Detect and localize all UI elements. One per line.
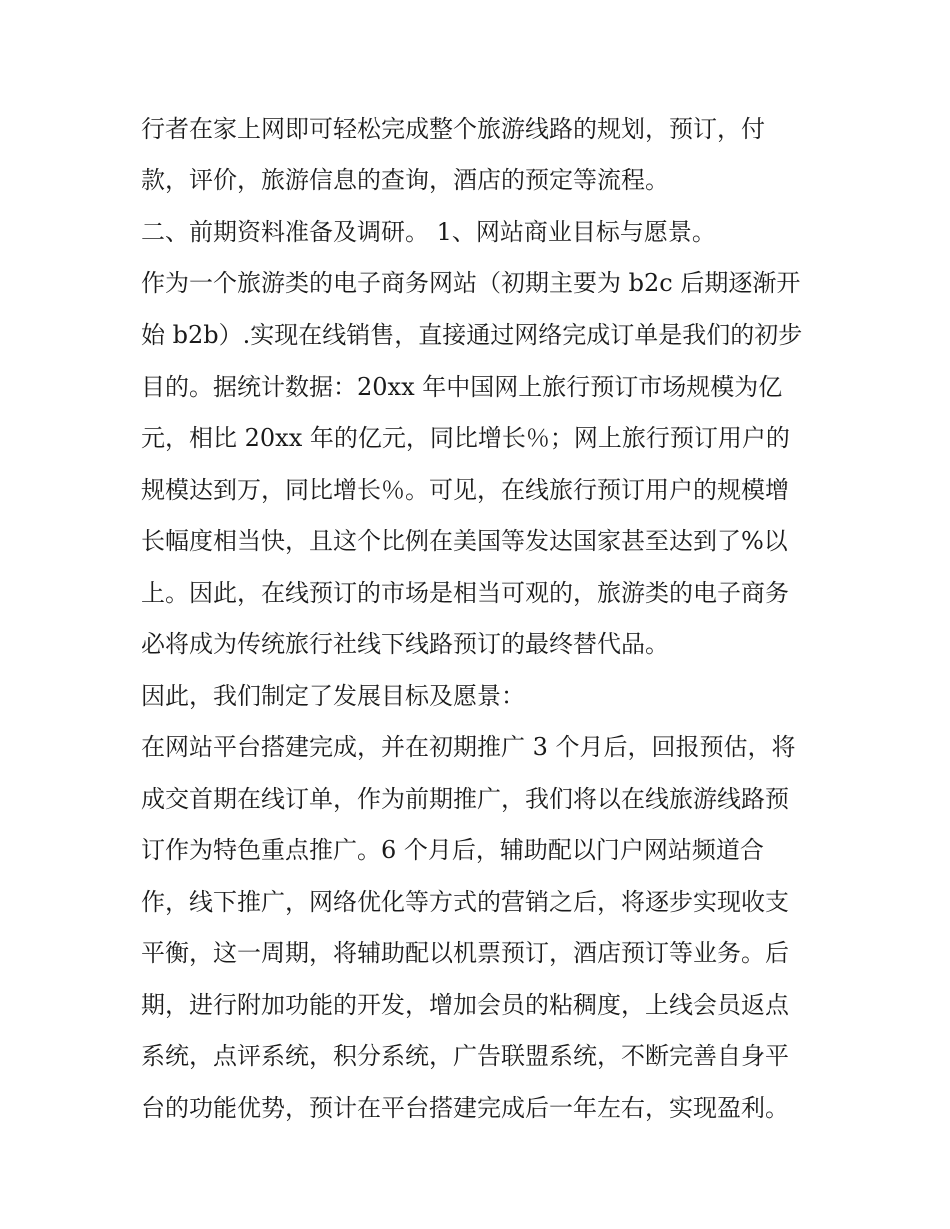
text-line: 规模达到万，同比增长％。可见，在线旅行预订用户的规模增	[141, 476, 789, 504]
text-line: 目的。据统计数据：20xx 年中国网上旅行预订市场规模为亿	[141, 373, 783, 401]
text-line: 长幅度相当快，且这个比例在美国等发达国家甚至达到了%以	[141, 527, 788, 555]
text-line: 因此，我们制定了发展目标及愿景：	[141, 682, 525, 710]
text-line: 系统，点评系统，积分系统，广告联盟系统，不断完善自身平	[141, 1042, 789, 1070]
section-heading-line: 二、前期资料准备及调研。 1、网站商业目标与愿景。	[141, 218, 716, 246]
text-line: 成交首期在线订单，作为前期推广，我们将以在线旅游线路预	[141, 785, 789, 813]
text-line: 款，评价，旅游信息的查询，酒店的预定等流程。	[141, 166, 669, 194]
text-line: 期，进行附加功能的开发，增加会员的粘稠度，上线会员返点	[141, 991, 789, 1019]
text-line: 上。因此，在线预订的市场是相当可观的，旅游类的电子商务	[141, 579, 789, 607]
text-line: 始 b2b）.实现在线销售，直接通过网络完成订单是我们的初步	[141, 321, 803, 349]
text-line: 订作为特色重点推广。6 个月后，辅助配以门户网站频道合	[141, 836, 764, 864]
text-line: 作，线下推广，网络优化等方式的营销之后，将逐步实现收支	[141, 888, 789, 916]
text-line: 必将成为传统旅行社线下线路预订的最终替代品。	[141, 630, 669, 658]
text-line: 平衡，这一周期，将辅助配以机票预订，酒店预订等业务。后	[141, 939, 789, 967]
text-line: 台的功能优势，预计在平台搭建完成后一年左右，实现盈利。	[141, 1094, 789, 1122]
text-line: 在网站平台搭建完成，并在初期推广 3 个月后，回报预估，将	[141, 733, 796, 761]
text-line: 作为一个旅游类的电子商务网站（初期主要为 b2c 后期逐渐开	[141, 269, 801, 297]
text-line: 行者在家上网即可轻松完成整个旅游线路的规划，预订，付	[141, 115, 765, 143]
text-line: 元，相比 20xx 年的亿元，同比增长％；网上旅行预订用户的	[141, 424, 790, 452]
